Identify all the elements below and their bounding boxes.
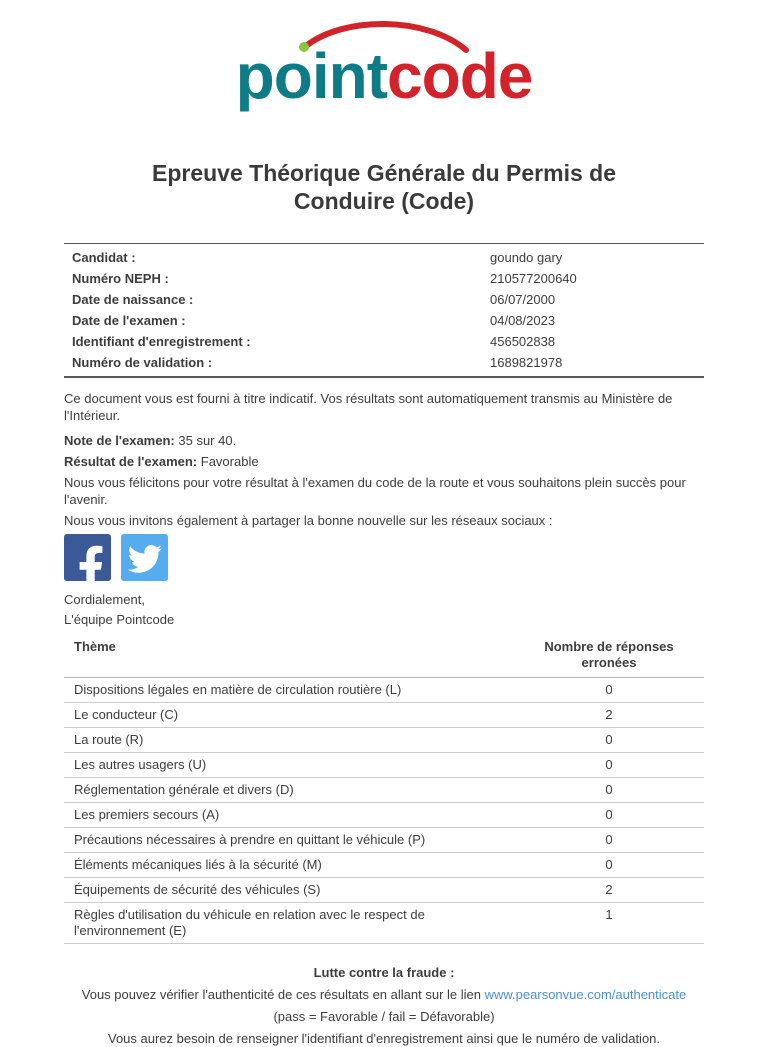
errors-cell: 0 <box>605 682 613 697</box>
theme-cell: Dispositions légales en matière de circulation routière (L) <box>74 682 402 697</box>
info-row <box>64 289 704 310</box>
theme-cell: Éléments mécaniques liés à la sécurité (M) <box>74 857 322 872</box>
theme-cell: Les premiers secours (A) <box>74 807 220 822</box>
info-row <box>64 268 704 289</box>
congrats-paragraph: Nous vous félicitons pour votre résultat à l'examen du code de la route et vous souhaitons plein succès pour l'avenir. <box>64 475 686 507</box>
errors-cell: 0 <box>605 732 613 747</box>
twitter-icon[interactable] <box>121 534 168 581</box>
errors-cell: 1 <box>605 907 613 922</box>
verify-text: Vous pouvez vérifier l'authenticité de ces résultats en allant sur le lien <box>81 987 481 1002</box>
verify-line <box>64 986 704 1003</box>
errors-cell: 0 <box>605 782 613 797</box>
info-value: goundo gary <box>490 250 563 265</box>
theme-cell: Équipements de sécurité des véhicules (S) <box>74 882 321 897</box>
theme-cell: Règles d'utilisation du véhicule en relation avec le respect de l'environnement (E) <box>74 907 425 938</box>
theme-cell: Le conducteur (C) <box>74 707 179 722</box>
errors-cell: 0 <box>605 807 613 822</box>
info-label: Numéro NEPH : <box>72 271 169 286</box>
intro-paragraph: Ce document vous est fourni à titre indicatif. Vos résultats sont automatiquement transmis au Ministère de l'Intérieur. <box>64 391 673 423</box>
table-row <box>64 903 704 944</box>
info-row <box>64 310 704 331</box>
need-info-line: Vous aurez besoin de renseigner l'identifiant d'enregistrement ainsi que le numéro de validation. <box>107 1031 661 1046</box>
logo-part-code: code <box>387 40 533 112</box>
page-title: Epreuve Théorique Générale du Permis de Conduire (Code) <box>152 160 616 214</box>
theme-cell: Réglementation générale et divers (D) <box>74 782 294 797</box>
info-label: Date de l'examen : <box>72 313 186 328</box>
facebook-icon[interactable] <box>64 534 111 581</box>
info-label: Numéro de validation : <box>72 355 213 370</box>
table-row <box>64 703 704 728</box>
score-value: 35 sur 40. <box>178 433 237 448</box>
score-label: Note de l'examen: <box>64 433 175 448</box>
info-label: Candidat : <box>72 250 136 265</box>
errors-cell: 2 <box>605 882 613 897</box>
logo-part-point: point <box>235 40 387 112</box>
info-value: 1689821978 <box>490 355 563 370</box>
share-paragraph: Nous vous invitons également à partager la bonne nouvelle sur les réseaux sociaux : <box>64 513 553 528</box>
theme-cell: Les autres usagers (U) <box>74 757 207 772</box>
table-row <box>64 853 704 878</box>
exam-result-line <box>64 453 704 470</box>
info-row <box>64 331 704 352</box>
errors-cell: 2 <box>605 707 613 722</box>
table-row <box>64 728 704 753</box>
info-label: Date de naissance : <box>72 292 194 307</box>
info-value: 210577200640 <box>490 271 577 286</box>
themes-table-header <box>64 635 704 678</box>
info-value: 04/08/2023 <box>490 313 556 328</box>
exam-score-line <box>64 432 704 449</box>
logo <box>64 10 704 115</box>
themes-table <box>64 635 704 944</box>
fraud-title: Lutte contre la fraude : <box>313 965 455 980</box>
closing-team: L'équipe Pointcode <box>64 612 175 627</box>
table-row <box>64 803 704 828</box>
info-row <box>64 247 704 268</box>
footer <box>64 964 704 1047</box>
result-label: Résultat de l'examen: <box>64 454 198 469</box>
table-row <box>64 878 704 903</box>
table-row <box>64 678 704 703</box>
social-icons-row <box>64 534 704 581</box>
info-value: 456502838 <box>490 334 556 349</box>
info-row <box>64 352 704 373</box>
errors-cell: 0 <box>605 832 613 847</box>
closing-salutation: Cordialement, <box>64 592 145 607</box>
theme-cell: La route (R) <box>74 732 144 747</box>
theme-cell: Précautions nécessaires à prendre en quittant le véhicule (P) <box>74 832 426 847</box>
info-value: 06/07/2000 <box>490 292 556 307</box>
errors-cell: 0 <box>605 857 613 872</box>
table-row <box>64 828 704 853</box>
logo-text <box>236 40 533 112</box>
table-row <box>64 778 704 803</box>
table-row <box>64 753 704 778</box>
info-label: Identifiant d'enregistrement : <box>72 334 251 349</box>
errors-cell: 0 <box>605 757 613 772</box>
result-value: Favorable <box>200 454 259 469</box>
document-page <box>0 10 768 1046</box>
errors-column-header: Nombre de réponses erronées <box>544 639 674 670</box>
pass-fail-line: (pass = Favorable / fail = Défavorable) <box>273 1009 495 1024</box>
pointcode-logo <box>164 10 604 115</box>
candidate-info-table <box>64 243 704 378</box>
theme-column-header: Thème <box>74 639 116 654</box>
authenticate-link[interactable]: www.pearsonvue.com/authenticate <box>484 987 687 1002</box>
